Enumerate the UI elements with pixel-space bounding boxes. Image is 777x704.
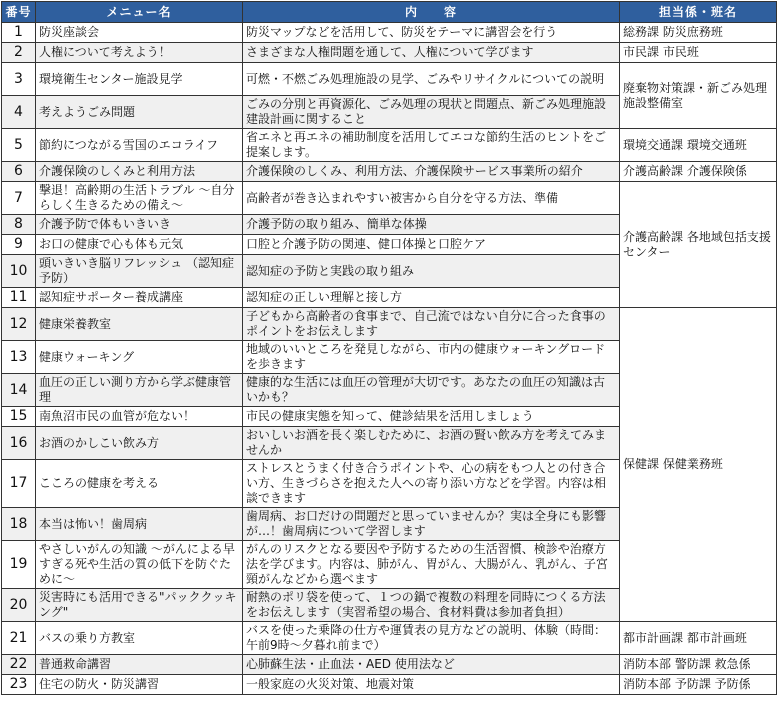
row-num: 14 (2, 374, 36, 407)
row-menu: 環境衛生センター施設見学 (36, 63, 243, 96)
row-menu: 頭いきいき脳リフレッシュ （認知症予防） (36, 255, 243, 288)
row-dept: 都市計画課 都市計画班 (620, 622, 777, 655)
header-num: 番号 (2, 2, 36, 23)
row-content: 子どもから高齢者の食事まで、自己流ではない自分に合った食事のポイントをお伝えします (243, 308, 620, 341)
row-num: 1 (2, 23, 36, 43)
table-row (2, 63, 777, 96)
table-row (2, 43, 777, 63)
row-dept: 市民課 市民班 (620, 43, 777, 63)
row-dept: 介護高齢課 各地域包括支援センター (620, 182, 777, 308)
row-menu: お酒のかしこい飲み方 (36, 427, 243, 460)
row-dept: 介護高齢課 介護保険係 (620, 162, 777, 182)
row-content: 歯周病、お口だけの問題だと思っていませんか？実は全身にも影響が…！歯周病について学習します (243, 508, 620, 541)
row-num: 8 (2, 215, 36, 235)
row-menu: 節約につながる雪国のエコライフ (36, 129, 243, 162)
row-content: 認知症の正しい理解と接し方 (243, 288, 620, 308)
row-menu: 考えようごみ問題 (36, 96, 243, 129)
row-num: 10 (2, 255, 36, 288)
row-menu: こころの健康を考える (36, 460, 243, 508)
row-content: 一般家庭の火災対策、地震対策 (243, 675, 620, 695)
row-content: 防災マップなどを活用して、防災をテーマに講習会を行う (243, 23, 620, 43)
row-num: 4 (2, 96, 36, 129)
row-num: 17 (2, 460, 36, 508)
table-row (2, 308, 777, 341)
row-num: 16 (2, 427, 36, 460)
row-num: 18 (2, 508, 36, 541)
row-menu: 血圧の正しい測り方から学ぶ健康管理 (36, 374, 243, 407)
row-dept: 消防本部 警防課 救急係 (620, 655, 777, 675)
row-num: 13 (2, 341, 36, 374)
table-row (2, 162, 777, 182)
row-content: 心肺蘇生法・止血法・AED 使用法など (243, 655, 620, 675)
row-num: 15 (2, 407, 36, 427)
row-menu: 本当は怖い！歯周病 (36, 508, 243, 541)
table-header-row (2, 2, 777, 23)
row-num: 11 (2, 288, 36, 308)
row-menu: 健康ウォーキング (36, 341, 243, 374)
row-num: 6 (2, 162, 36, 182)
row-menu: 人権について考えよう！ (36, 43, 243, 63)
row-content: バスを使った乗降の仕方や運賃表の見方などの説明、体験（時間：午前9時〜夕暮れ前まで） (243, 622, 620, 655)
row-menu: 普通救命講習 (36, 655, 243, 675)
row-num: 21 (2, 622, 36, 655)
row-num: 5 (2, 129, 36, 162)
row-content: 高齢者が巻き込まれやすい被害から自分を守る方法、準備 (243, 182, 620, 215)
row-num: 19 (2, 541, 36, 589)
row-num: 3 (2, 63, 36, 96)
row-menu: 介護保険のしくみと利用方法 (36, 162, 243, 182)
row-menu: バスの乗り方教室 (36, 622, 243, 655)
row-menu: 健康栄養教室 (36, 308, 243, 341)
row-content: おいしいお酒を長く楽しむために、お酒の賢い飲み方を考えてみませんか (243, 427, 620, 460)
row-dept: 消防本部 予防課 予防係 (620, 675, 777, 695)
row-num: 22 (2, 655, 36, 675)
row-num: 23 (2, 675, 36, 695)
row-content: 健康的な生活には血圧の管理が大切です。あなたの血圧の知識は古いかも？ (243, 374, 620, 407)
row-menu: 災害時にも活用できる"パッククッキング" (36, 589, 243, 622)
row-content: 可燃・不燃ごみ処理施設の見学、ごみやリサイクルについての説明 (243, 63, 620, 96)
row-num: 20 (2, 589, 36, 622)
row-content: がんのリスクとなる要因や予防するための生活習慣、検診や治療方法を学びます。内容は、肺がん、胃がん、大腸がん、乳がん、子宮頸がんなどから選べます (243, 541, 620, 589)
row-content: 介護予防の取り組み、簡単な体操 (243, 215, 620, 235)
table-row (2, 23, 777, 43)
row-content: 省エネと再エネの補助制度を活用してエコな節約生活のヒントをご提案します。 (243, 129, 620, 162)
row-content: さまざまな人権問題を通して、人権について学びます (243, 43, 620, 63)
row-content: 介護保険のしくみ、利用方法、介護保険サービス事業所の紹介 (243, 162, 620, 182)
table-row (2, 622, 777, 655)
header-dept: 担当係・班名 (620, 2, 777, 23)
table-row (2, 182, 777, 215)
row-content: 認知症の予防と実践の取り組み (243, 255, 620, 288)
table-row (2, 655, 777, 675)
row-menu: やさしいがんの知識 〜がんによる早すぎる死や生活の質の低下を防ぐために〜 (36, 541, 243, 589)
table-row (2, 129, 777, 162)
row-num: 12 (2, 308, 36, 341)
row-menu: 防災座談会 (36, 23, 243, 43)
row-num: 7 (2, 182, 36, 215)
row-content: 地域のいいところを発見しながら、市内の健康ウォーキングロードを歩きます (243, 341, 620, 374)
row-menu: お口の健康で心も体も元気 (36, 235, 243, 255)
row-menu: 認知症サポーター養成講座 (36, 288, 243, 308)
menu-table (1, 1, 777, 695)
row-content: ストレスとうまく付き合うポイントや、心の病をもつ人との付き合い方、生きづらさを抱えた人への寄り添い方などを学習。内容は相談できます (243, 460, 620, 508)
row-content: ごみの分別と再資源化、ごみ処理の現状と問題点、新ごみ処理施設建設計画に関すること (243, 96, 620, 129)
header-menu: メニュー名 (36, 2, 243, 23)
row-menu: 撃退！高齢期の生活トラブル 〜自分らしく生きるための備え〜 (36, 182, 243, 215)
row-menu: 介護予防で体もいきいき (36, 215, 243, 235)
row-dept: 環境交通課 環境交通班 (620, 129, 777, 162)
table-row (2, 675, 777, 695)
header-content: 内 容 (243, 2, 620, 23)
row-content: 耐熱のポリ袋を使って、１つの鍋で複数の料理を同時につくる方法をお伝えします（実習希望の場合、食材料費は参加者負担） (243, 589, 620, 622)
row-menu: 南魚沼市民の血管が危ない！ (36, 407, 243, 427)
row-dept: 保健課 保健業務班 (620, 308, 777, 622)
row-dept: 総務課 防災庶務班 (620, 23, 777, 43)
row-content: 市民の健康実態を知って、健診結果を活用しましょう (243, 407, 620, 427)
row-menu: 住宅の防火・防災講習 (36, 675, 243, 695)
row-dept: 廃棄物対策課・新ごみ処理施設整備室 (620, 63, 777, 129)
row-num: 2 (2, 43, 36, 63)
row-num: 9 (2, 235, 36, 255)
row-content: 口腔と介護予防の関連、健口体操と口腔ケア (243, 235, 620, 255)
